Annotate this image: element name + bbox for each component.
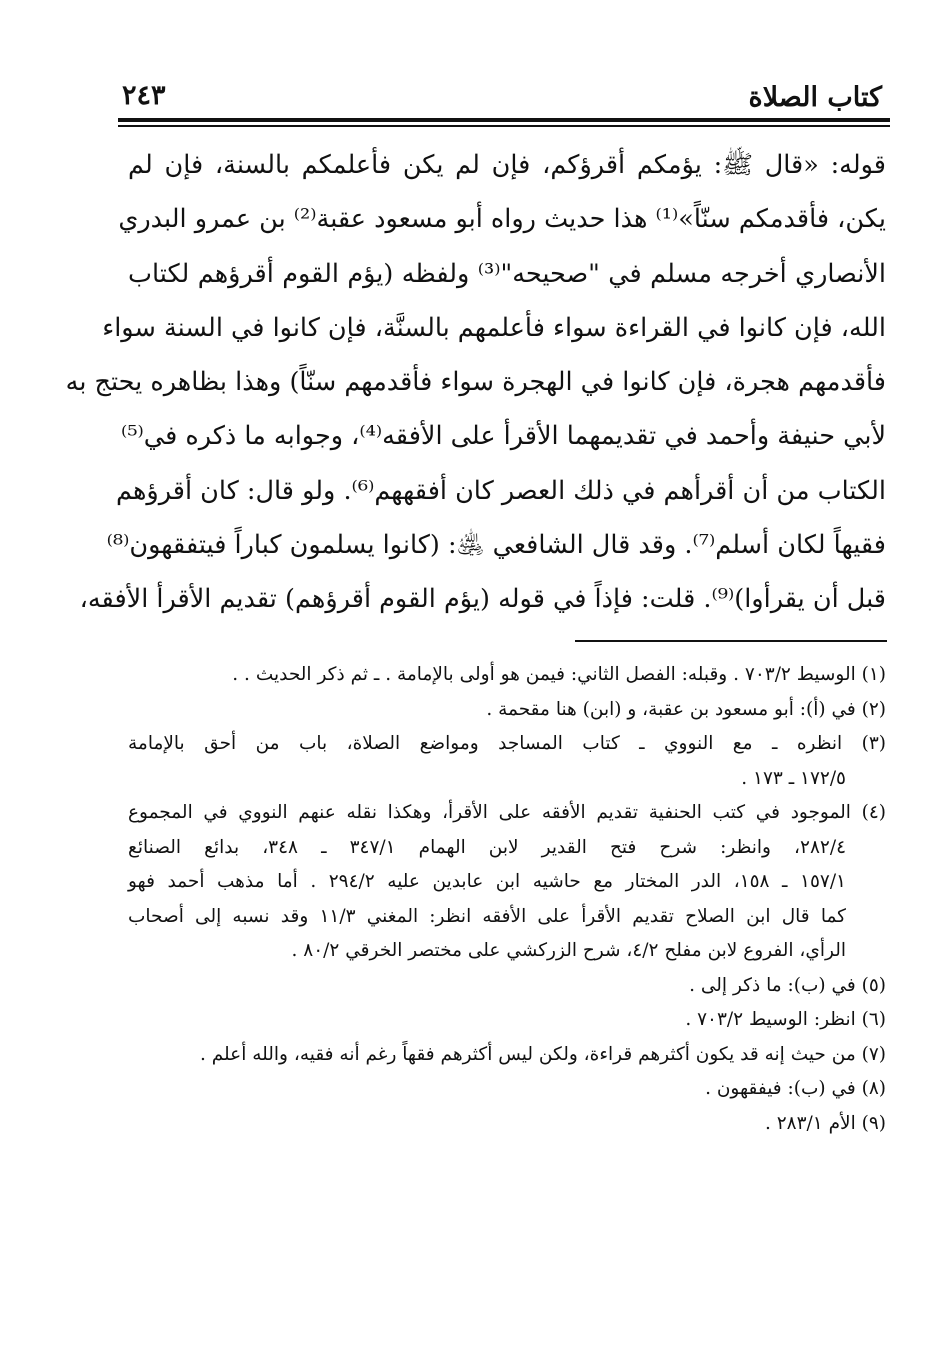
- main-line: فأقدمهم هجرة، فإن كانوا في الهجرة سواء فأقدمهم سنّاً) وهذا بظاهره يحتج به: [65, 367, 886, 398]
- header-rule-thin: [118, 125, 890, 127]
- footnote-line: (٨) في (ب): فيفقهون .: [705, 1078, 886, 1099]
- main-line: فقيهاً لكان أسلم⁽⁷⁾. وقد قال الشافعي ﵁: (كانوا يسلمون كباراً فيتفقهون⁽⁸⁾: [106, 530, 886, 561]
- chapter-title: كتاب الصلاة: [748, 82, 882, 113]
- footnote-separator: [575, 640, 887, 642]
- page-header: [118, 78, 890, 118]
- footnote-line: (٦) انظر: الوسيط ٧٠٣/٢ .: [685, 1009, 886, 1030]
- main-line: قبل أن يقرأوا)⁽⁹⁾. قلت: فإذاً في قوله (يؤم القوم أقرؤهم) تقديم الأقرأ الأفقه،: [79, 584, 886, 615]
- footnote-line: ١٥٧/١ ـ ١٥٨، الدر المختار مع حاشيه ابن عابدين عليه ٢٩٤/٢ . أما مذهب أحمد فهو: [128, 871, 846, 892]
- footnote-line: الرأي، الفروع لابن مفلح ٤/٢، شرح الزركشي على مختصر الخرقي ٨٠/٢ .: [291, 940, 846, 961]
- footnote-line: ١٧٢/٥ ـ ١٧٣ .: [741, 767, 846, 789]
- main-text-body: [65, 138, 886, 627]
- main-line: الكتاب من أن أقرأهم في ذلك العصر كان أفقههم⁽⁶⁾. ولو قال: كان أقرؤهم: [115, 475, 886, 506]
- main-line: يكن، فأقدمكم سنّاً»⁽¹⁾ هذا حديث رواه أبو مسعود عقبة⁽²⁾ بن عمرو البدري: [118, 204, 886, 235]
- footnote-line: (١) الوسيط ٧٠٣/٢ . وقبله: الفصل الثاني: فيمن هو أولى بالإمامة . ـ ثم ذكر الحديث . .: [232, 664, 886, 685]
- footnote-line: (٤) الموجود في كتب الحنفية تقديم الأفقه على الأقرأ، وهكذا نقله عنهم النووي في المجموع: [128, 802, 886, 823]
- header-rule-thick: [118, 118, 890, 122]
- footnote-line: كما قال ابن الصلاح تقديم الأقرأ على الأفقه انظر: المغني ١١/٣ وقد نسبه إلى أصحاب: [128, 905, 846, 927]
- main-line: قوله: «قال ﷺ: يؤمكم أقرؤكم، فإن لم يكن فأعلمكم بالسنة، فإن لم: [128, 150, 886, 180]
- footnote-line: (٣) انظره ـ مع النووي ـ كتاب المساجد ومواضع الصلاة، باب من أحق بالإمامة: [128, 733, 886, 754]
- footnote-line: (٩) الأم ٢٨٣/١ .: [764, 1112, 886, 1134]
- footnotes: [128, 658, 886, 1141]
- main-line: الأنصاري أخرجه مسلم في "صحيحه"⁽³⁾ ولفظه (يؤم القوم أقرؤهم لكتاب: [128, 258, 886, 289]
- main-line: الله، فإن كانوا في القراءة سواء فأعلمهم بالسنَّة، فإن كانوا في السنة سواء: [102, 312, 886, 343]
- footnote-line: ٢٨٢/٤، وانظر: شرح فتح القدير لابن الهمام ٣٤٧/١ ـ ٣٤٨، بدائع الصنائع: [128, 836, 847, 858]
- main-line: لأبي حنيفة وأحمد في تقديمهما الأقرأ على الأفقه⁽⁴⁾، وجوابه ما ذكره في⁽⁵⁾: [121, 421, 886, 452]
- page-number: ٢٤٣: [122, 80, 166, 111]
- footnote-line: (٥) في (ب): ما ذكر إلى .: [689, 974, 886, 996]
- footnote-line: (٢) في (أ): أبو مسعود بن عقبة، و (ابن) هنا مقحمة .: [486, 698, 886, 720]
- footnote-line: (٧) من حيث إنه قد يكون أكثرهم قراءة، ولكن ليس أكثرهم فقهاً رغم أنه فقيه، والله أعلم .: [199, 1043, 886, 1065]
